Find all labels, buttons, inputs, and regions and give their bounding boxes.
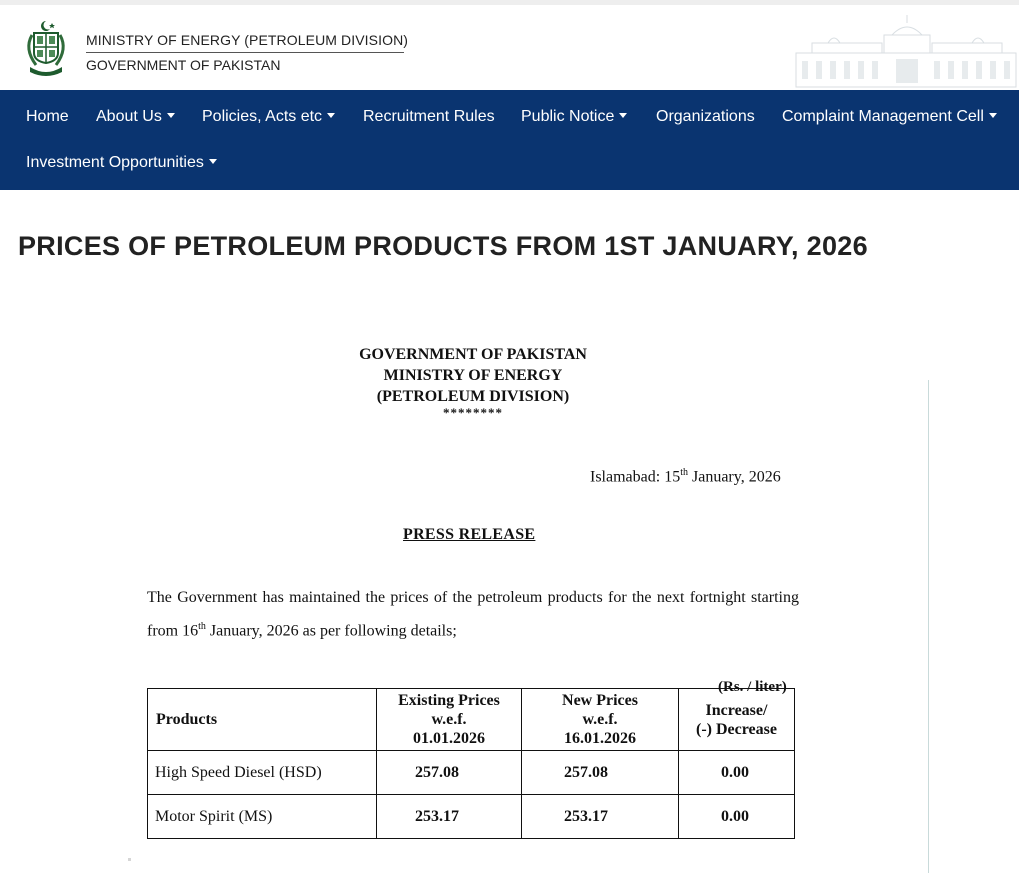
- site-header: [0, 5, 1019, 90]
- nav-public-notice[interactable]: Public Notice: [521, 108, 627, 126]
- caret-down-icon: [209, 159, 217, 164]
- scan-artifact: [128, 858, 131, 861]
- doc-paragraph: The Government has maintained the prices of the petroleum products for the next fortnight starting from 16th January, 2026 as per following details;: [147, 589, 799, 640]
- main-navbar: [0, 90, 1019, 190]
- price-change: 0.00: [679, 795, 795, 839]
- header-new-prices: New Prices w.e.f. 16.01.2026: [522, 689, 679, 751]
- header-change: Increase/ (-) Decrease: [679, 689, 795, 751]
- nav-policies-acts[interactable]: Policies, Acts etc: [202, 108, 335, 126]
- government-name[interactable]: GOVERNMENT OF PAKISTAN: [86, 57, 281, 73]
- doc-stars: ********: [443, 405, 503, 420]
- product-name: High Speed Diesel (HSD): [148, 751, 377, 795]
- price-change: 0.00: [679, 751, 795, 795]
- doc-heading-ministry: MINISTRY OF ENERGY: [383, 367, 563, 384]
- nav-investment-opportunities[interactable]: Investment Opportunities: [26, 154, 217, 172]
- building-illustration-icon: [792, 13, 1019, 89]
- scan-edge-line: [928, 380, 929, 873]
- state-emblem-icon[interactable]: [22, 19, 70, 77]
- nav-complaint-management-cell[interactable]: Complaint Management Cell: [782, 108, 997, 126]
- product-name: Motor Spirit (MS): [148, 795, 377, 839]
- press-release-heading: PRESS RELEASE: [403, 526, 536, 543]
- new-price: 253.17: [522, 795, 679, 839]
- caret-down-icon: [619, 113, 627, 118]
- existing-price: 257.08: [377, 751, 522, 795]
- ministry-name[interactable]: MINISTRY OF ENERGY (PETROLEUM DIVISION): [86, 32, 409, 48]
- doc-date: Islamabad: 15th January, 2026: [590, 467, 781, 486]
- caret-down-icon: [327, 113, 335, 118]
- caret-down-icon: [167, 113, 175, 118]
- caret-down-icon: [989, 113, 997, 118]
- nav-about-us[interactable]: About Us: [96, 108, 175, 126]
- doc-heading-division: (PETROLEUM DIVISION): [376, 388, 570, 405]
- nav-home[interactable]: Home: [26, 108, 69, 125]
- nav-recruitment-rules[interactable]: Recruitment Rules: [363, 108, 495, 125]
- page-title: PRICES OF PETROLEUM PRODUCTS FROM 1ST JANUARY, 2026: [18, 231, 868, 261]
- price-table: [147, 688, 795, 839]
- ministry-underline: [86, 52, 404, 53]
- doc-heading-government: GOVERNMENT OF PAKISTAN: [359, 346, 587, 363]
- existing-price: 253.17: [377, 795, 522, 839]
- header-existing-prices: Existing Prices w.e.f. 01.01.2026: [377, 689, 522, 751]
- header-products: Products: [148, 689, 377, 751]
- table-row: [148, 795, 795, 839]
- table-row: [148, 751, 795, 795]
- nav-organizations[interactable]: Organizations: [656, 108, 755, 125]
- new-price: 257.08: [522, 751, 679, 795]
- table-header-row: [148, 689, 795, 751]
- price-unit: (Rs. / liter): [718, 679, 787, 695]
